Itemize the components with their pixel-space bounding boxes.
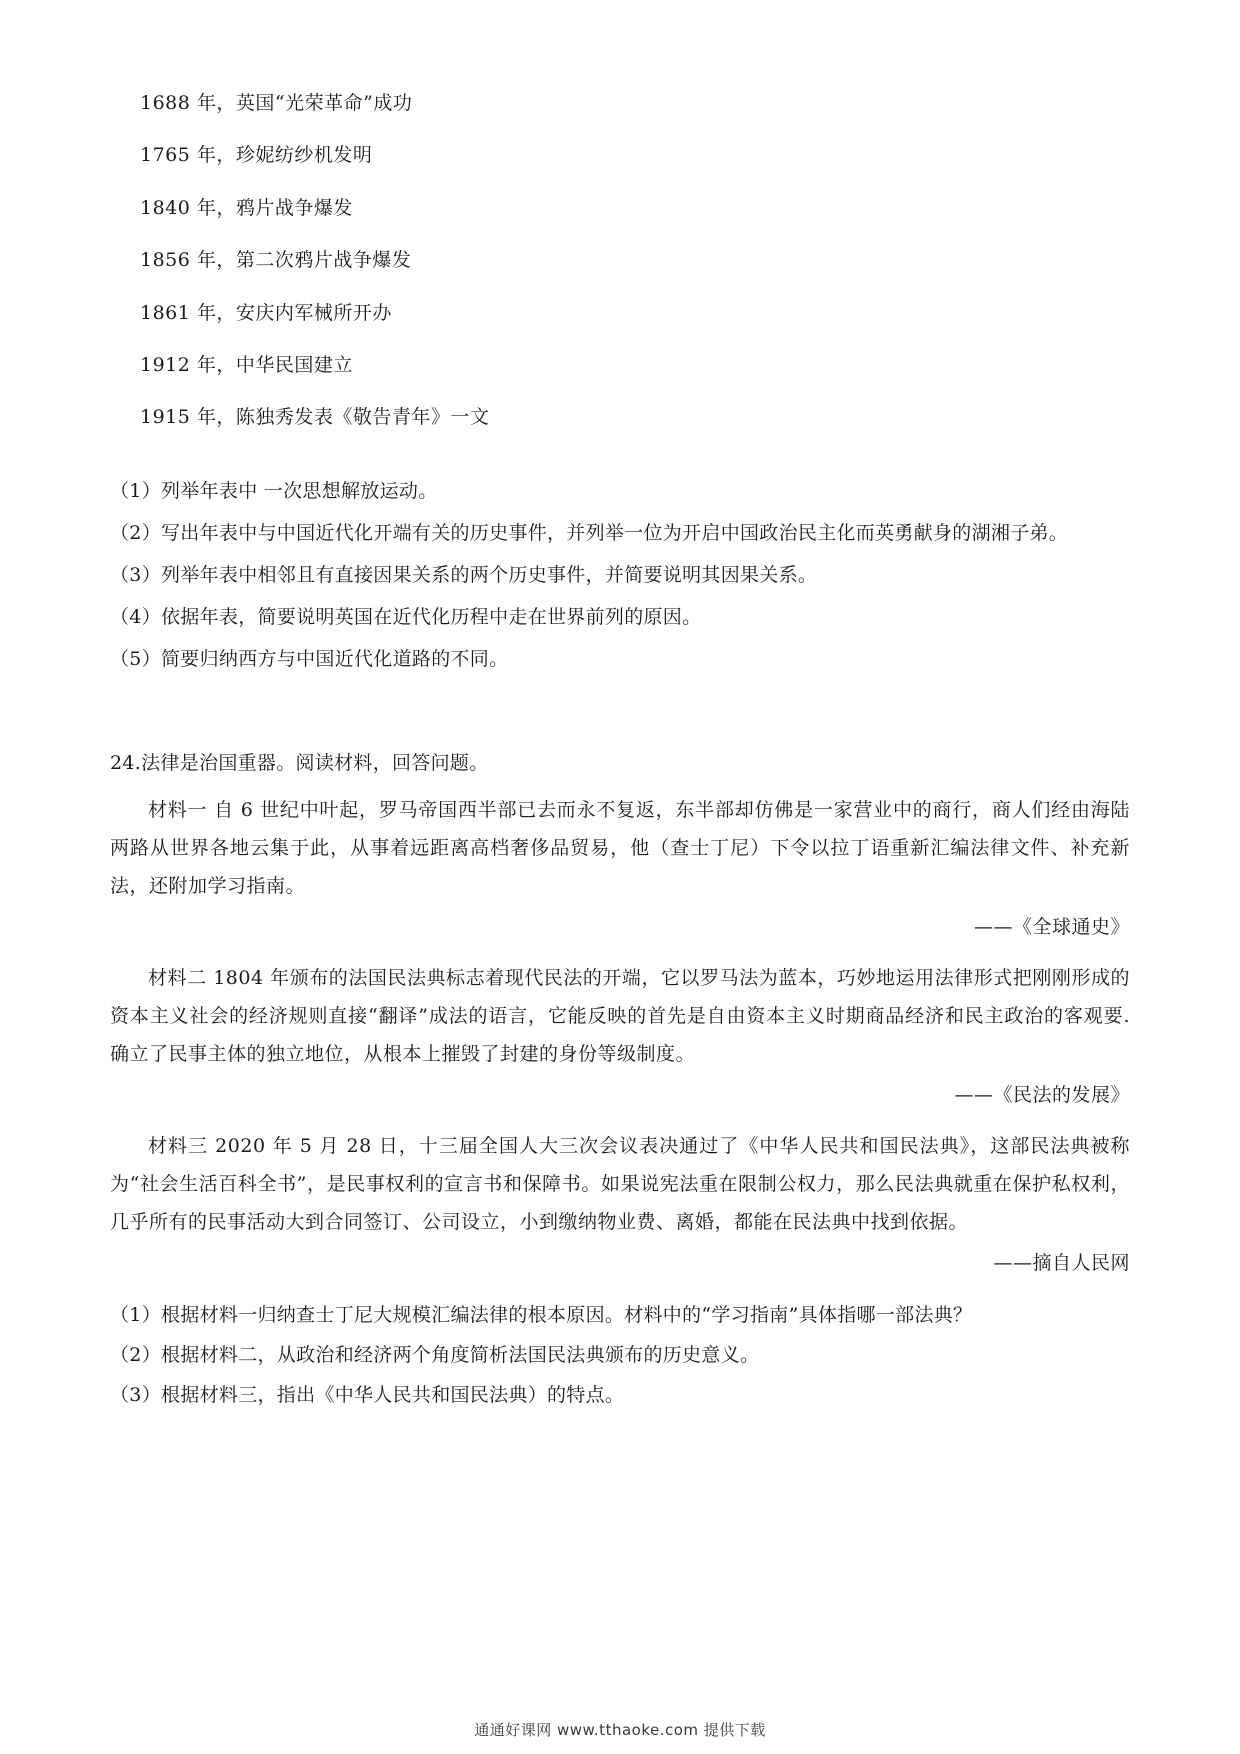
sub-question: （1）根据材料一归纳查士丁尼大规模汇编法律的根本原因。材料中的“学习指南”具体指哪一部法典？ [110, 1303, 973, 1326]
timeline-item: 1688 年，英国“光荣革命”成功 [140, 92, 413, 114]
sub-question: （3）根据材料三，指出《中华人民共和国民法典）的特点。 [110, 1383, 625, 1406]
material-one-text: 材料一 自 6 世纪中叶起，罗马帝国西半部已去而永不复返，东半部却仿佛是一家营业中的商行，商人们经由海陆两路从世界各地云集于此，从事着远距离高档奢侈品贸易，他（查士丁尼）下令以拉丁语重新汇编法律文件、补充新法，还附加学习指南。 [110, 799, 1130, 898]
question-24-subquestions [110, 1296, 1130, 1414]
sub-question: （5）简要归纳西方与中国近代化道路的不同。 [110, 648, 509, 671]
timeline-list [140, 88, 1130, 433]
material-two-source: ——《民法的发展》 [954, 1084, 1130, 1107]
material-three-text: 材料三 2020 年 5 月 28 日，十三届全国人大三次会议表决通过了《中华人民共和国民法典》，这部民法典被称为“社会生活百科全书”，是民事权利的宣言书和保障书。如果说宪法重在限制公权力，那么民法典就重在保护私权利，几乎所有的民事活动大到合同签订、公司设立，小到缴纳物业费、离婚，都能在民法典中找到依据。 [110, 1135, 1130, 1234]
timeline-item: 1840 年，鸦片战争爆发 [140, 196, 353, 219]
question-24-title: 24.法律是治国重器。阅读材料，回答问题。 [110, 752, 489, 775]
sub-question: （1）列举年表中 一次思想解放运动。 [110, 479, 438, 502]
page-footer: 通通好课网 www.tthaoke.com 提供下载 [474, 1721, 766, 1739]
question-23-subquestions [110, 473, 1130, 677]
timeline-item: 1912 年，中华民国建立 [140, 353, 353, 376]
material-one-source: ——《全球通史》 [973, 916, 1130, 939]
timeline-item: 1861 年，安庆内军械所开办 [140, 301, 392, 324]
material-two-text: 材料二 1804 年颁布的法国民法典标志着现代民法的开端，它以罗马法为蓝本，巧妙地运用法律形式把刚刚形成的资本主义社会的经济规则直接“翻译”成法的语言，它能反映的首先是自由资本主义时期商品经济和民主政治的客观要.确立了民事主体的独立地位，从根本上摧毁了封建的身份等级制度。 [110, 967, 1130, 1066]
sub-question: （2）写出年表中与中国近代化开端有关的历史事件，并列举一位为开启中国政治民主化而英勇献身的湖湘子弟。 [110, 521, 1069, 544]
sub-question: （2）根据材料二，从政治和经济两个角度简析法国民法典颁布的历史意义。 [110, 1343, 760, 1366]
timeline-item: 1765 年，珍妮纺纱机发明 [140, 144, 373, 167]
sub-question: （4）依据年表，简要说明英国在近代化历程中走在世界前列的原因。 [110, 606, 702, 629]
sub-question: （3）列举年表中相邻且有直接因果关系的两个历史事件，并简要说明其因果关系。 [110, 563, 818, 586]
timeline-item: 1856 年，第二次鸦片战争爆发 [140, 249, 412, 272]
material-three-source: ——摘自人民网 [993, 1252, 1130, 1275]
timeline-item: 1915 年，陈独秀发表《敬告青年》一文 [140, 406, 490, 429]
